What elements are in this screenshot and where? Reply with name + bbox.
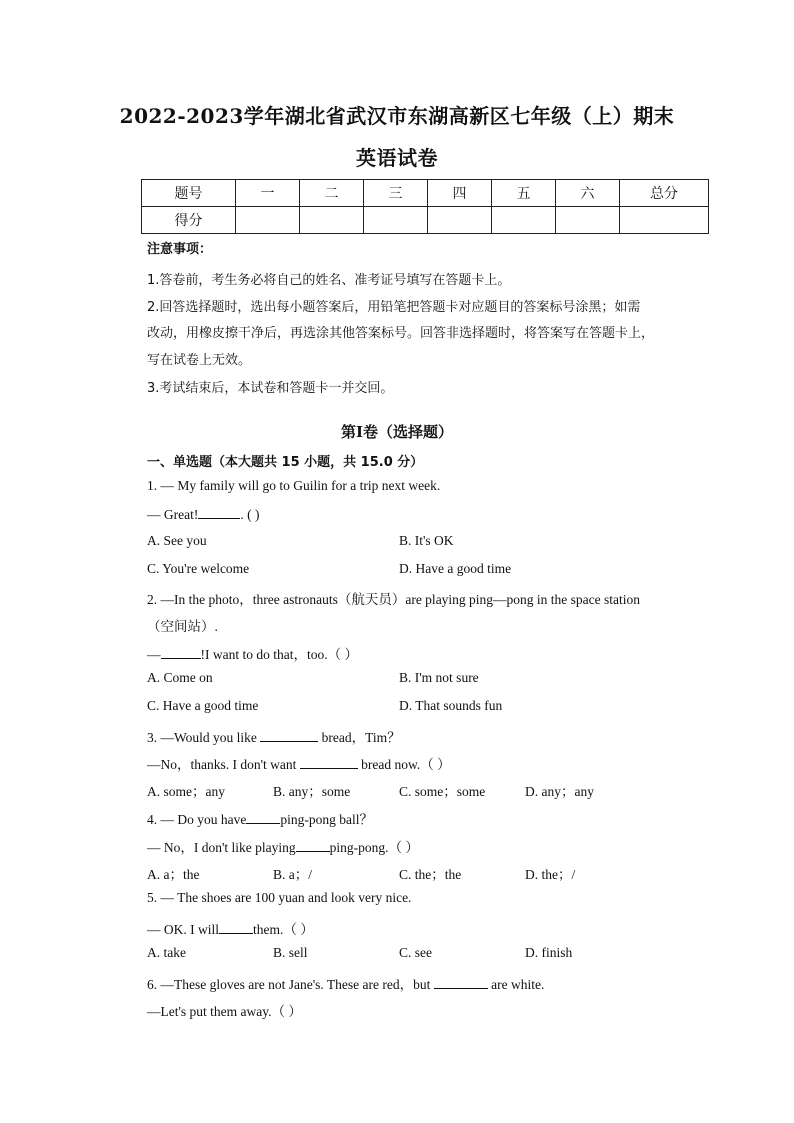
score-input-cell [620,207,709,234]
score-input-cell [300,207,364,234]
volume-heading: 第I卷（选择题） [340,423,454,441]
question-2-reply [147,643,358,663]
q4-stem-pre: 4. — Do you have [147,812,247,827]
question-2-stem: 2. —In the photo，three astronauts（航天员）are playing ping—pong in the space station [147,592,641,607]
answer-blank [161,646,201,659]
answer-blank [246,811,280,824]
q6-stem-pre: 6. —These gloves are not Jane's. These are red，but [147,977,431,992]
q3-option-c: C. some；some [399,784,486,799]
note-2a: 2.回答选择题时，选出每小题答案后，用铅笔把答题卡对应题目的答案标号涂黑；如需 [147,300,641,315]
question-2-stem-cont: （空间站）. [147,619,218,634]
q6-stem-post: are white. [491,977,545,992]
q3-stem-post: bread，Tim？ [321,730,401,745]
question-3-reply [147,753,451,773]
question-6-stem [147,973,544,993]
answer-blank [300,756,358,769]
q5-option-a: A. take [147,945,186,960]
score-cell: 四 [428,180,492,207]
q2-option-b: B. I'm not sure [399,670,479,685]
score-cell: 题号 [142,180,236,207]
answer-blank [296,839,330,852]
q3-option-d: D. any；any [525,784,594,799]
score-cell: 一 [236,180,300,207]
score-cell: 六 [556,180,620,207]
q3-option-b: B. any；some [273,784,351,799]
q3-reply-post: bread now.（ ） [361,757,451,772]
q2-reply-post: !I want to do that，too.（ ） [200,647,358,662]
answer-blank [219,921,253,934]
answer-blank [260,729,318,742]
score-input-cell [364,207,428,234]
score-cell: 总分 [620,180,709,207]
question-5-stem: 5. — The shoes are 100 yuan and look very nice. [147,890,412,905]
question-1-reply [147,506,259,523]
q3-stem-pre: 3. —Would you like [147,730,257,745]
q5-option-d: D. finish [525,945,573,960]
notes-heading: 注意事项： [147,242,213,257]
note-1: 1.答卷前，考生务必将自己的姓名、准考证号填写在答题卡上。 [147,273,511,288]
exam-title-line1: 2022-2023学年湖北省武汉市东湖高新区七年级（上）期末 [119,104,675,128]
question-4-stem [147,808,373,828]
score-table-score-row [142,207,709,234]
question-6-reply: —Let's put them away.（ ） [147,1004,302,1019]
score-input-cell [236,207,300,234]
score-cell: 二 [300,180,364,207]
q1-reply-post: . ( ) [240,507,260,522]
q4-option-c: C. the；the [399,867,462,882]
answer-blank [434,976,488,989]
question-1-stem: 1. — My family will go to Guilin for a trip next week. [147,478,441,493]
note-2b: 改动，用橡皮擦干净后，再选涂其他答案标号。回答非选择题时，将答案写在答题卡上， [147,326,655,341]
q2-option-a: A. Come on [147,670,213,685]
note-3: 3.考试结束后，本试卷和答题卡一并交回。 [147,381,394,396]
exam-title-line2: 英语试卷 [356,146,438,170]
score-table-header-row [142,180,709,207]
q1-reply-pre: — Great! [147,507,199,522]
q4-reply-pre: — No，I don't like playing [147,840,296,855]
q4-stem-post: ping-pong ball？ [280,812,373,827]
question-4-reply [147,836,419,856]
score-cell: 三 [364,180,428,207]
q1-option-d: D. Have a good time [399,561,512,576]
q1-option-a: A. See you [147,533,207,548]
question-3-stem [147,726,401,746]
q2-reply-pre: — [147,647,161,662]
score-input-cell [428,207,492,234]
score-cell: 得分 [142,207,236,234]
score-cell: 五 [492,180,556,207]
score-input-cell [556,207,620,234]
q3-option-a: A. some；any [147,784,225,799]
q3-reply-pre: —No，thanks. I don't want [147,757,297,772]
q2-option-d: D. That sounds fun [399,698,503,713]
q1-option-b: B. It's OK [399,533,454,548]
note-2c: 写在试卷上无效。 [147,353,252,368]
q4-option-d: D. the；/ [525,867,576,882]
answer-blank [198,506,240,519]
q5-option-c: C. see [399,945,432,960]
score-table [141,179,709,234]
q5-reply-post: them.（ ） [253,922,314,937]
q5-reply-pre: — OK. I will [147,922,219,937]
q2-option-c: C. Have a good time [147,698,259,713]
score-input-cell [492,207,556,234]
question-5-reply [147,918,314,938]
q4-option-a: A. a；the [147,867,200,882]
q5-option-b: B. sell [273,945,308,960]
q4-reply-post: ping-pong.（ ） [329,840,419,855]
part-heading: 一、单选题（本大题共 15 小题，共 15.0 分） [147,455,424,470]
q4-option-b: B. a；/ [273,867,312,882]
q1-option-c: C. You're welcome [147,561,250,576]
